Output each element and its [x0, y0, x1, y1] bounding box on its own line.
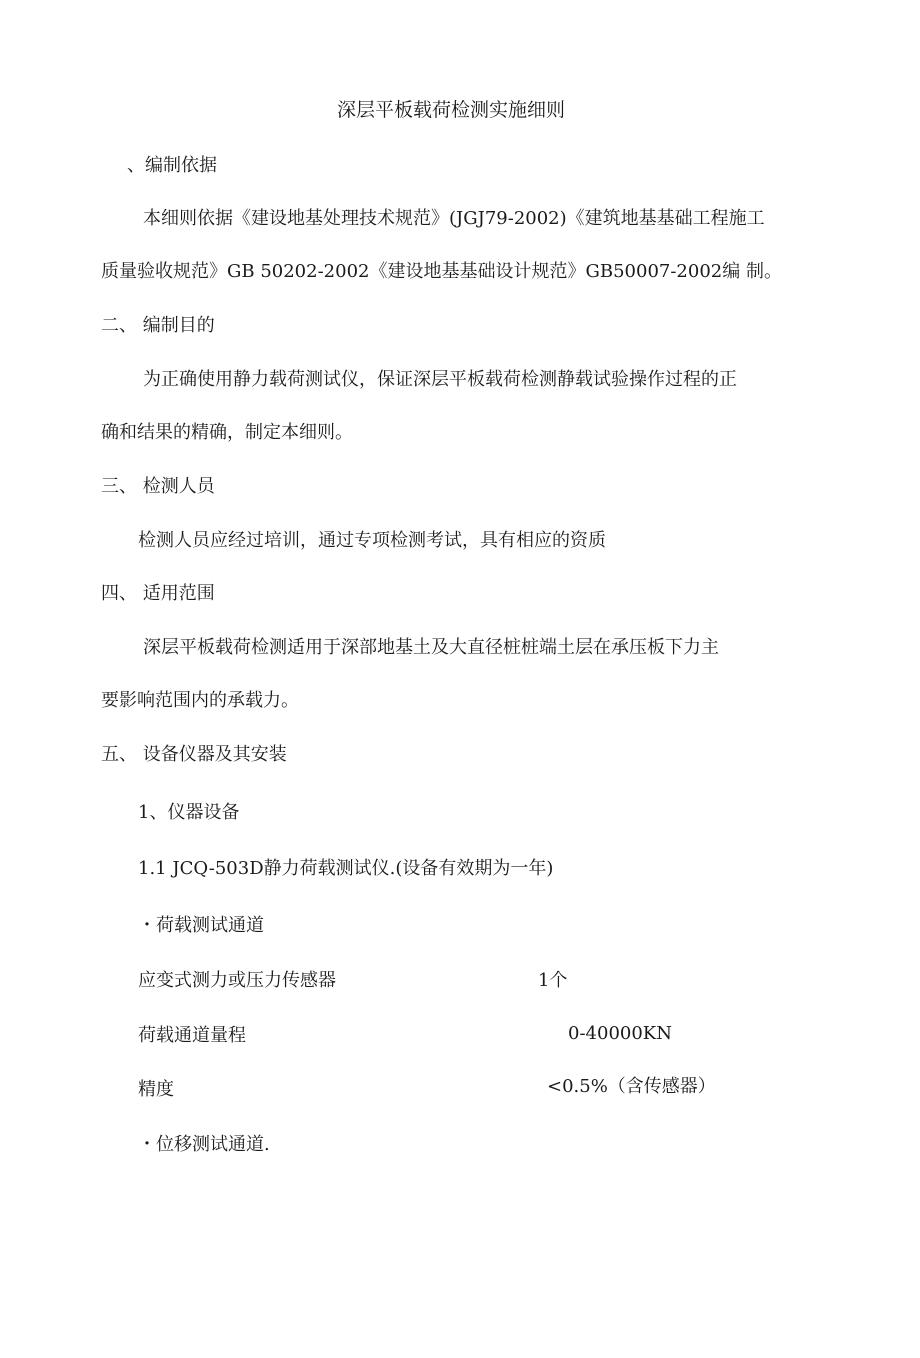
section-2-paragraph-line: 确和结果的精确，制定本细则。	[101, 422, 353, 443]
spec-label: 荷载通道量程	[138, 1025, 246, 1046]
section-2-heading: 二、 编制目的	[101, 315, 215, 336]
spec-label: 精度	[138, 1079, 174, 1100]
section-1-paragraph-line: 质量验收规范》GB 50202-2002《建设地基基础设计规范》GB50007-2002编 制。	[101, 261, 782, 282]
section-4-heading: 四、 适用范围	[101, 583, 215, 604]
bullet-item: ・荷载测试通道	[138, 915, 264, 936]
bullet-item: ・位移测试通道.	[138, 1134, 270, 1155]
section-1-paragraph-line: 本细则依据《建设地基处理技术规范》(JGJ79-2002)《建筑地基基础工程施工	[143, 208, 765, 229]
spec-value: 0-40000KN	[568, 1023, 672, 1044]
section-4-paragraph-line: 要影响范围内的承载力。	[101, 690, 299, 711]
section-4-paragraph-line: 深层平板载荷检测适用于深部地基土及大直径桩桩端土层在承压板下力主	[143, 637, 719, 658]
spec-value: 1个	[538, 970, 568, 991]
page-title: 深层平板载荷检测实施细则	[337, 99, 566, 121]
spec-label: 应变式测力或压力传感器	[138, 970, 336, 991]
section-3-paragraph-line: 检测人员应经过培训，通过专项检测考试，具有相应的资质	[138, 530, 606, 551]
subsection-heading: 1.1 JCQ-503D静力荷载测试仪.(设备有效期为一年)	[138, 858, 554, 879]
subsection-heading: 1、仪器设备	[138, 802, 240, 823]
section-3-heading: 三、 检测人员	[101, 476, 215, 497]
section-2-paragraph-line: 为正确使用静力载荷测试仪，保证深层平板载荷检测静载试验操作过程的正	[143, 369, 737, 390]
section-1-heading: 、编制依据	[127, 155, 217, 176]
spec-value: <0.5%（含传感器）	[547, 1076, 716, 1097]
section-5-heading: 五、 设备仪器及其安装	[101, 744, 287, 765]
